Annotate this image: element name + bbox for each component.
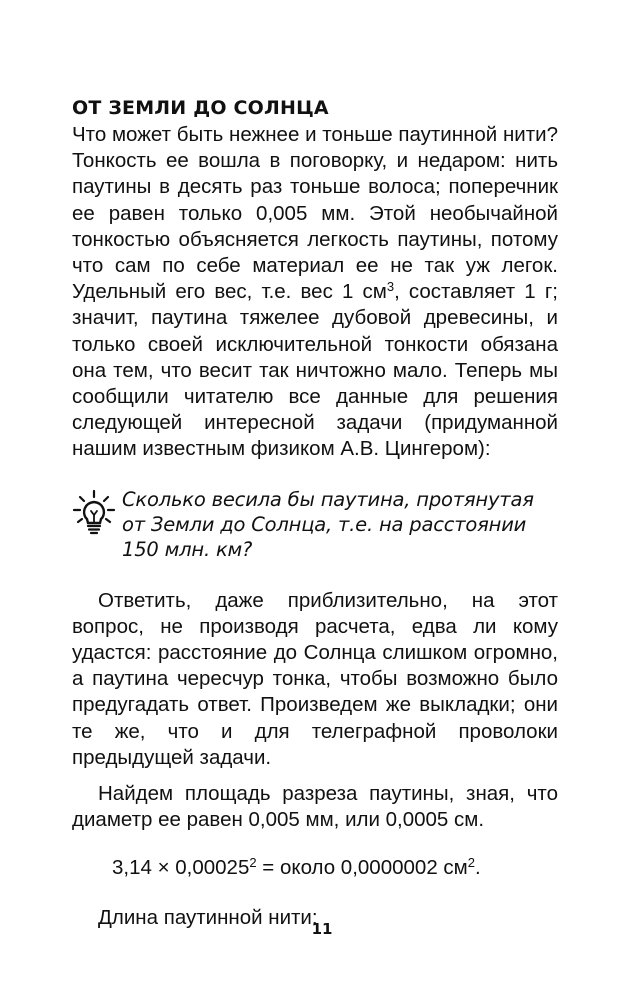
formula-sup2: 2 <box>467 855 475 871</box>
page-number: 11 <box>311 920 333 938</box>
lightbulb-icon <box>72 489 116 535</box>
formula-part2: = около 0,0000002 см <box>256 856 468 880</box>
paragraph-intro <box>72 122 558 463</box>
formula-area <box>112 855 558 881</box>
formula-part3: . <box>475 856 481 880</box>
formula-sup1: 2 <box>249 855 257 871</box>
paragraph-area: Найдем площадь разреза паутины, зная, что диаметр ее равен 0,005 мм, или 0,0005 см. <box>72 782 558 832</box>
paragraph-intro-text-cont: , составляет 1 г; значит, паутина тяжелее дубовой древесины, и только своей исключительной тонкости обязана она тем, что весит так ничтожно мало. Теперь мы сообщили читателю все данные для решения следующей интересной задачи (придуманной нашим известным физиком А.В. Цингером): <box>72 280 558 461</box>
section-heading: ОТ ЗЕМЛИ ДО СОЛНЦА <box>72 97 329 119</box>
formula-part1: 3,14 × 0,00025 <box>112 856 250 880</box>
superscript-cube: 3 <box>386 279 395 295</box>
task-question: Сколько весила бы паутина, протянутая от Земли до Солнца, т.е. на расстоянии 150 млн. км? <box>122 487 534 561</box>
paragraph-intro-text: Что может быть нежнее и тоньше паутинной нити? Тонкость ее вошла в поговорку, и недаром: нить паутины в десять раз тоньше волоса; поперечник ее равен только 0,005 мм. Этой необычайной тонкостью объясняется легкость паутины, потому что сам по себе материал ее не так уж легок. Удельный его вес, т.е. вес 1 см <box>72 123 558 304</box>
task-block <box>72 487 558 562</box>
paragraph-answer: Ответить, даже приблизительно, на этот вопрос, не производя расчета, едва ли кому удастся: расстояние до Солнца слишком огромно, а паутина чересчур тонка, чтобы возможно было предугадать ответ. Произведем же выкладки; они те же, что и для телеграфной проволоки предыдущей задачи. <box>72 588 558 769</box>
paragraph-length: Длина паутинной нити: <box>98 906 318 930</box>
page-content <box>72 96 558 932</box>
